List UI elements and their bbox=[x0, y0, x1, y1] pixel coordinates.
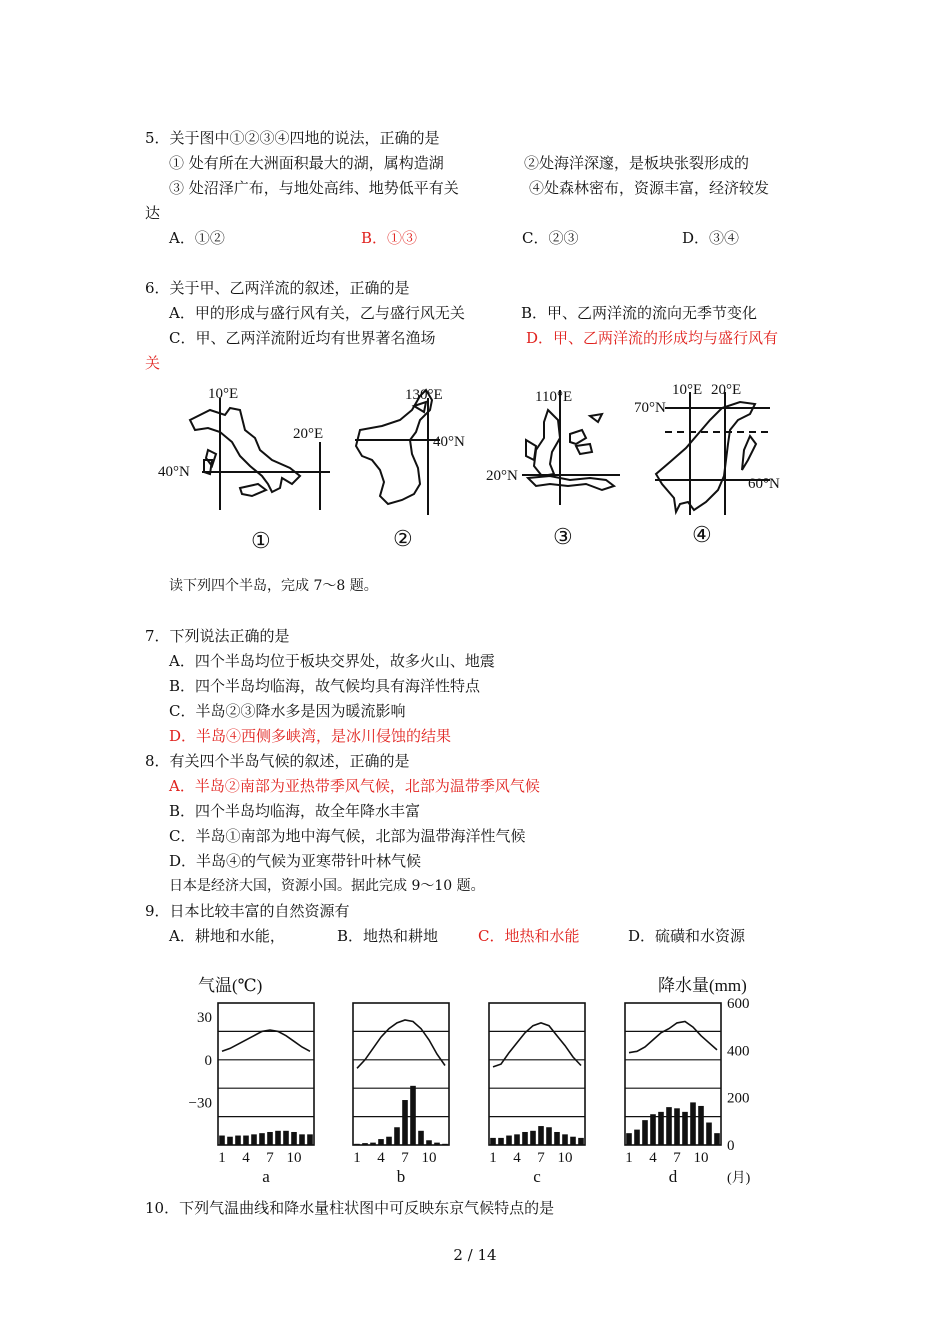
chart-b-panel-label: b bbox=[396, 1167, 406, 1186]
map-1-lon-10e-label: 10°E bbox=[208, 386, 239, 402]
chart-c-month-tick: 10 bbox=[557, 1150, 573, 1166]
q5-statement-2: ②处海洋深邃，是板块张裂形成的 bbox=[524, 154, 750, 172]
month-unit-label: (月) bbox=[727, 1171, 751, 1186]
chart-a-panel-label: a bbox=[262, 1167, 270, 1186]
chart-a-precip-bar bbox=[275, 1131, 281, 1145]
chart-d-month-tick: 10 bbox=[693, 1150, 709, 1166]
chart-a-month-tick: 10 bbox=[286, 1150, 302, 1166]
q7-option-d: D．半岛④西侧多峡湾，是冰川侵蚀的结果 bbox=[169, 727, 452, 745]
map-3-lon-110e-label: 110°E bbox=[535, 389, 573, 405]
temperature-tick: 0 bbox=[204, 1052, 212, 1069]
chart-a-precip-bar bbox=[259, 1133, 265, 1145]
q8-option-b: B．四个半岛均临海，故全年降水丰富 bbox=[169, 802, 421, 820]
chart-c-precip-bar bbox=[546, 1127, 552, 1145]
chart-a-precip-bar bbox=[283, 1131, 289, 1145]
precipitation-tick: 400 bbox=[727, 1043, 750, 1060]
chart-d-month-tick: 1 bbox=[625, 1150, 633, 1166]
chart-b-precip-bar bbox=[386, 1137, 392, 1145]
q8-option-a: A．半岛②南部为亚热带季风气候，北部为温带季风气候 bbox=[169, 777, 540, 795]
chart-b-precip-bar bbox=[402, 1100, 408, 1145]
chart-a-precip-bar bbox=[291, 1132, 297, 1145]
chart-c-precip-bar bbox=[498, 1138, 504, 1145]
q5-statement-3: ③ 处沼泽广布，与地处高纬、地势低平有关 bbox=[169, 179, 459, 197]
chart-a-precip-bar bbox=[219, 1136, 225, 1145]
chart-c-month-tick: 4 bbox=[513, 1150, 521, 1166]
intro-9-10: 日本是经济大国，资源小国。据此完成 9～10 题。 bbox=[169, 878, 485, 894]
q5-statement-1: ① 处有所在大洲面积最大的湖，属构造湖 bbox=[169, 154, 444, 172]
q5-option-b: B．①③ bbox=[361, 229, 418, 247]
q6-option-d: D．甲、乙两洋流的形成均与盛行风有 bbox=[526, 329, 779, 347]
chart-b-month-tick: 1 bbox=[353, 1150, 361, 1166]
chart-d-precip-bar bbox=[642, 1120, 648, 1145]
map-2-lon-130e-label: 130°E bbox=[405, 387, 443, 403]
q6-option-c: C．甲、乙两洋流附近均有世界著名渔场 bbox=[169, 329, 436, 347]
chart-a-precip-bar bbox=[299, 1134, 305, 1145]
chart-b-precip-bar bbox=[442, 1144, 448, 1145]
q6-option-d-wrap: 关 bbox=[145, 354, 161, 372]
chart-a-precip-bar bbox=[227, 1137, 233, 1145]
q6-option-b: B．甲、乙两洋流的流向无季节变化 bbox=[521, 304, 758, 322]
temperature-tick: 30 bbox=[197, 1010, 212, 1027]
chart-d-precip-bar bbox=[682, 1112, 688, 1145]
q9-option-d: D．硫磺和水资源 bbox=[628, 927, 746, 945]
chart-b-frame bbox=[353, 1003, 449, 1145]
chart-d-panel-label: d bbox=[668, 1167, 678, 1186]
chart-b-precip-bar bbox=[410, 1086, 416, 1145]
chart-b-precip-bar bbox=[362, 1143, 368, 1145]
chart-d-precip-bar bbox=[690, 1102, 696, 1145]
chart-b-precip-bar bbox=[418, 1131, 424, 1145]
q5-option-a: A．①② bbox=[169, 229, 225, 247]
map-1-number: ① bbox=[251, 528, 271, 553]
q7-option-a: A．四个半岛均位于板块交界处，故多火山、地震 bbox=[169, 652, 495, 670]
q10-stem: 10．下列气温曲线和降水量柱状图中可反映东京气候特点的是 bbox=[145, 1199, 555, 1217]
q8-option-c: C．半岛①南部为地中海气候，北部为温带海洋性气候 bbox=[169, 827, 526, 845]
chart-d-precip-bar bbox=[626, 1133, 632, 1145]
map-4-lat-70n-label: 70°N bbox=[634, 400, 666, 416]
chart-a-month-tick: 7 bbox=[266, 1150, 274, 1166]
map-4-scandinavia bbox=[655, 392, 770, 515]
q5-statement-4: ④处森林密布，资源丰富，经济较发 bbox=[529, 179, 770, 197]
chart-c-precip-bar bbox=[538, 1126, 544, 1145]
chart-c-month-tick: 7 bbox=[537, 1150, 545, 1166]
precipitation-tick: 200 bbox=[727, 1090, 750, 1107]
chart-d-precip-bar bbox=[706, 1123, 712, 1145]
map-1-italy bbox=[190, 398, 330, 510]
map-3-lat-20n-label: 20°N bbox=[486, 468, 518, 484]
page-number: 2 / 14 bbox=[453, 1246, 497, 1264]
chart-c-precip-bar bbox=[530, 1131, 536, 1145]
q6-option-a: A．甲的形成与盛行风有关，乙与盛行风无关 bbox=[169, 304, 465, 322]
chart-a-month-tick: 4 bbox=[242, 1150, 250, 1166]
peninsula-maps bbox=[150, 380, 800, 560]
map-4-number: ④ bbox=[692, 522, 712, 547]
chart-a-precip-bar bbox=[235, 1136, 241, 1145]
chart-b-month-tick: 10 bbox=[421, 1150, 437, 1166]
q7-option-c: C．半岛②③降水多是因为暖流影响 bbox=[169, 702, 406, 720]
chart-c-precip-bar bbox=[490, 1138, 496, 1145]
chart-a-temperature-line bbox=[222, 1030, 310, 1051]
chart-b-precip-bar bbox=[370, 1143, 376, 1145]
chart-b-precip-bar bbox=[378, 1139, 384, 1145]
chart-b-month-tick: 4 bbox=[377, 1150, 385, 1166]
q5-option-d: D．③④ bbox=[682, 229, 740, 247]
q6-stem: 6．关于甲、乙两洋流的叙述，正确的是 bbox=[145, 279, 410, 297]
map-4-lon-10e-label: 10°E bbox=[672, 382, 703, 398]
chart-a-precip-bar bbox=[251, 1134, 257, 1145]
chart-d-precip-bar bbox=[634, 1130, 640, 1145]
q5-stem: 5．关于图中①②③④四地的说法，正确的是 bbox=[145, 129, 440, 147]
chart-c-precip-bar bbox=[570, 1137, 576, 1145]
chart-c-precip-bar bbox=[562, 1134, 568, 1145]
q5-option-c: C．②③ bbox=[522, 229, 579, 247]
chart-d-precip-bar bbox=[674, 1108, 680, 1145]
q9-option-c: C．地热和水能 bbox=[478, 927, 580, 945]
chart-a-month-tick: 1 bbox=[218, 1150, 226, 1166]
chart-d-month-tick: 4 bbox=[649, 1150, 657, 1166]
chart-d-temperature-line bbox=[629, 1022, 717, 1053]
chart-a-precip-bar bbox=[267, 1132, 273, 1145]
chart-b-precip-bar bbox=[434, 1143, 440, 1145]
q5-statement-4-wrap: 达 bbox=[145, 204, 161, 222]
map-3-indochina bbox=[522, 390, 620, 505]
q9-stem: 9．日本比较丰富的自然资源有 bbox=[145, 902, 350, 920]
q8-stem: 8．有关四个半岛气候的叙述，正确的是 bbox=[145, 752, 410, 770]
map-4-lon-20e-label: 20°E bbox=[711, 382, 742, 398]
chart-b-precip-bar bbox=[394, 1127, 400, 1145]
chart-d-precip-bar bbox=[698, 1106, 704, 1145]
temperature-axis-label: 气温(℃) bbox=[198, 976, 263, 995]
precipitation-tick: 600 bbox=[727, 996, 750, 1012]
chart-b-precip-bar bbox=[426, 1140, 432, 1145]
chart-a-precip-bar bbox=[307, 1134, 313, 1145]
chart-d-month-tick: 7 bbox=[673, 1150, 681, 1166]
q7-stem: 7．下列说法正确的是 bbox=[145, 627, 290, 645]
q9-option-a: A．耕地和水能， bbox=[169, 927, 285, 945]
temperature-tick: −30 bbox=[188, 1095, 212, 1112]
chart-b-precip-bar bbox=[354, 1144, 360, 1145]
chart-a-precip-bar bbox=[243, 1136, 249, 1145]
chart-a-frame bbox=[218, 1003, 314, 1145]
chart-c-precip-bar bbox=[506, 1136, 512, 1145]
chart-c-precip-bar bbox=[522, 1132, 528, 1145]
chart-d-precip-bar bbox=[658, 1112, 664, 1145]
map-4-lat-60n-label: 60°N bbox=[748, 476, 780, 492]
map-3-number: ③ bbox=[553, 524, 573, 549]
chart-d-precip-bar bbox=[666, 1107, 672, 1145]
q8-option-d: D．半岛④的气候为亚寒带针叶林气候 bbox=[169, 852, 422, 870]
chart-c-precip-bar bbox=[554, 1132, 560, 1145]
map-1-lat-40n-label: 40°N bbox=[158, 464, 190, 480]
intro-7-8: 读下列四个半岛，完成 7～8 题。 bbox=[169, 578, 378, 594]
precipitation-axis-label: 降水量(mm) bbox=[658, 976, 747, 995]
chart-d-precip-bar bbox=[714, 1133, 720, 1145]
map-2-lat-40n-label: 40°N bbox=[433, 434, 465, 450]
chart-d-precip-bar bbox=[650, 1114, 656, 1145]
q7-option-b: B．四个半岛均临海，故气候均具有海洋性特点 bbox=[169, 677, 481, 695]
map-2-number: ② bbox=[393, 526, 413, 551]
chart-c-panel-label: c bbox=[533, 1167, 541, 1186]
chart-b-temperature-line bbox=[357, 1020, 445, 1068]
chart-b-month-tick: 7 bbox=[401, 1150, 409, 1166]
chart-c-month-tick: 1 bbox=[489, 1150, 497, 1166]
precipitation-tick: 0 bbox=[727, 1138, 735, 1154]
chart-c-precip-bar bbox=[514, 1134, 520, 1145]
climate-charts bbox=[180, 965, 780, 1190]
map-2-korea bbox=[355, 390, 440, 515]
q9-option-b: B．地热和耕地 bbox=[337, 927, 439, 945]
chart-c-precip-bar bbox=[578, 1138, 584, 1145]
map-1-lon-20e-label: 20°E bbox=[293, 426, 324, 442]
